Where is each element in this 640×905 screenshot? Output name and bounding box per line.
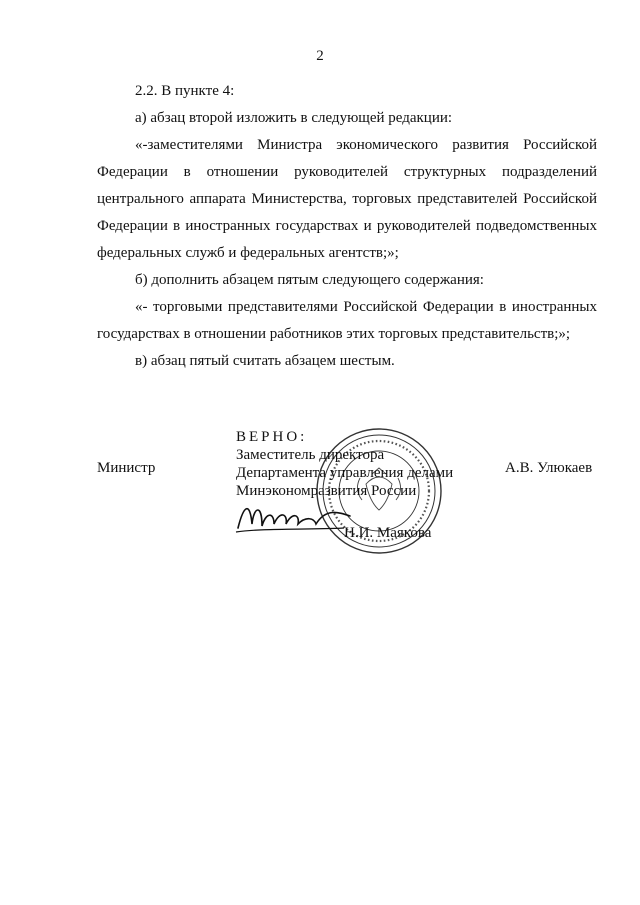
- certifier-position-line-2: Департамента управления делами: [236, 465, 454, 481]
- certification-title: ВЕРНО:: [236, 429, 308, 445]
- paragraph-quote-trade-reps: «- торговыми представителями Российской Федерации в иностранных государствах в отношении работников этих торговых представительств;»;: [97, 299, 597, 342]
- certifier-position-line-1: Заместитель директора: [236, 447, 385, 463]
- certifier-position-line-3: Минэкономразвития России: [236, 483, 417, 499]
- paragraph-b: б) дополнить абзацем пятым следующего содержания:: [135, 272, 484, 288]
- certifier-name: Н.И. Маякова: [344, 525, 432, 541]
- paragraph-2-2: 2.2. В пункте 4:: [135, 83, 235, 99]
- signatory-position: Министр: [97, 460, 156, 476]
- paragraph-v: в) абзац пятый считать абзацем шестым.: [135, 353, 395, 369]
- document-body: [97, 78, 597, 375]
- page-number: 2: [316, 48, 324, 64]
- handwritten-signature: [234, 498, 354, 538]
- paragraph-quote-deputies: «-заместителями Министра экономического развития Российской Федерации в отношении руководителей структурных подразделений центрального аппарата Министерства, торговых представителей Российской Федерации в иностранных государствах и руководителей подведомственных федеральных служб и федеральных агентств;»;: [97, 137, 597, 261]
- signatory-name: А.В. Улюкаев: [505, 460, 593, 476]
- certification-block: [236, 428, 454, 541]
- paragraph-a: а) абзац второй изложить в следующей редакции:: [135, 110, 453, 126]
